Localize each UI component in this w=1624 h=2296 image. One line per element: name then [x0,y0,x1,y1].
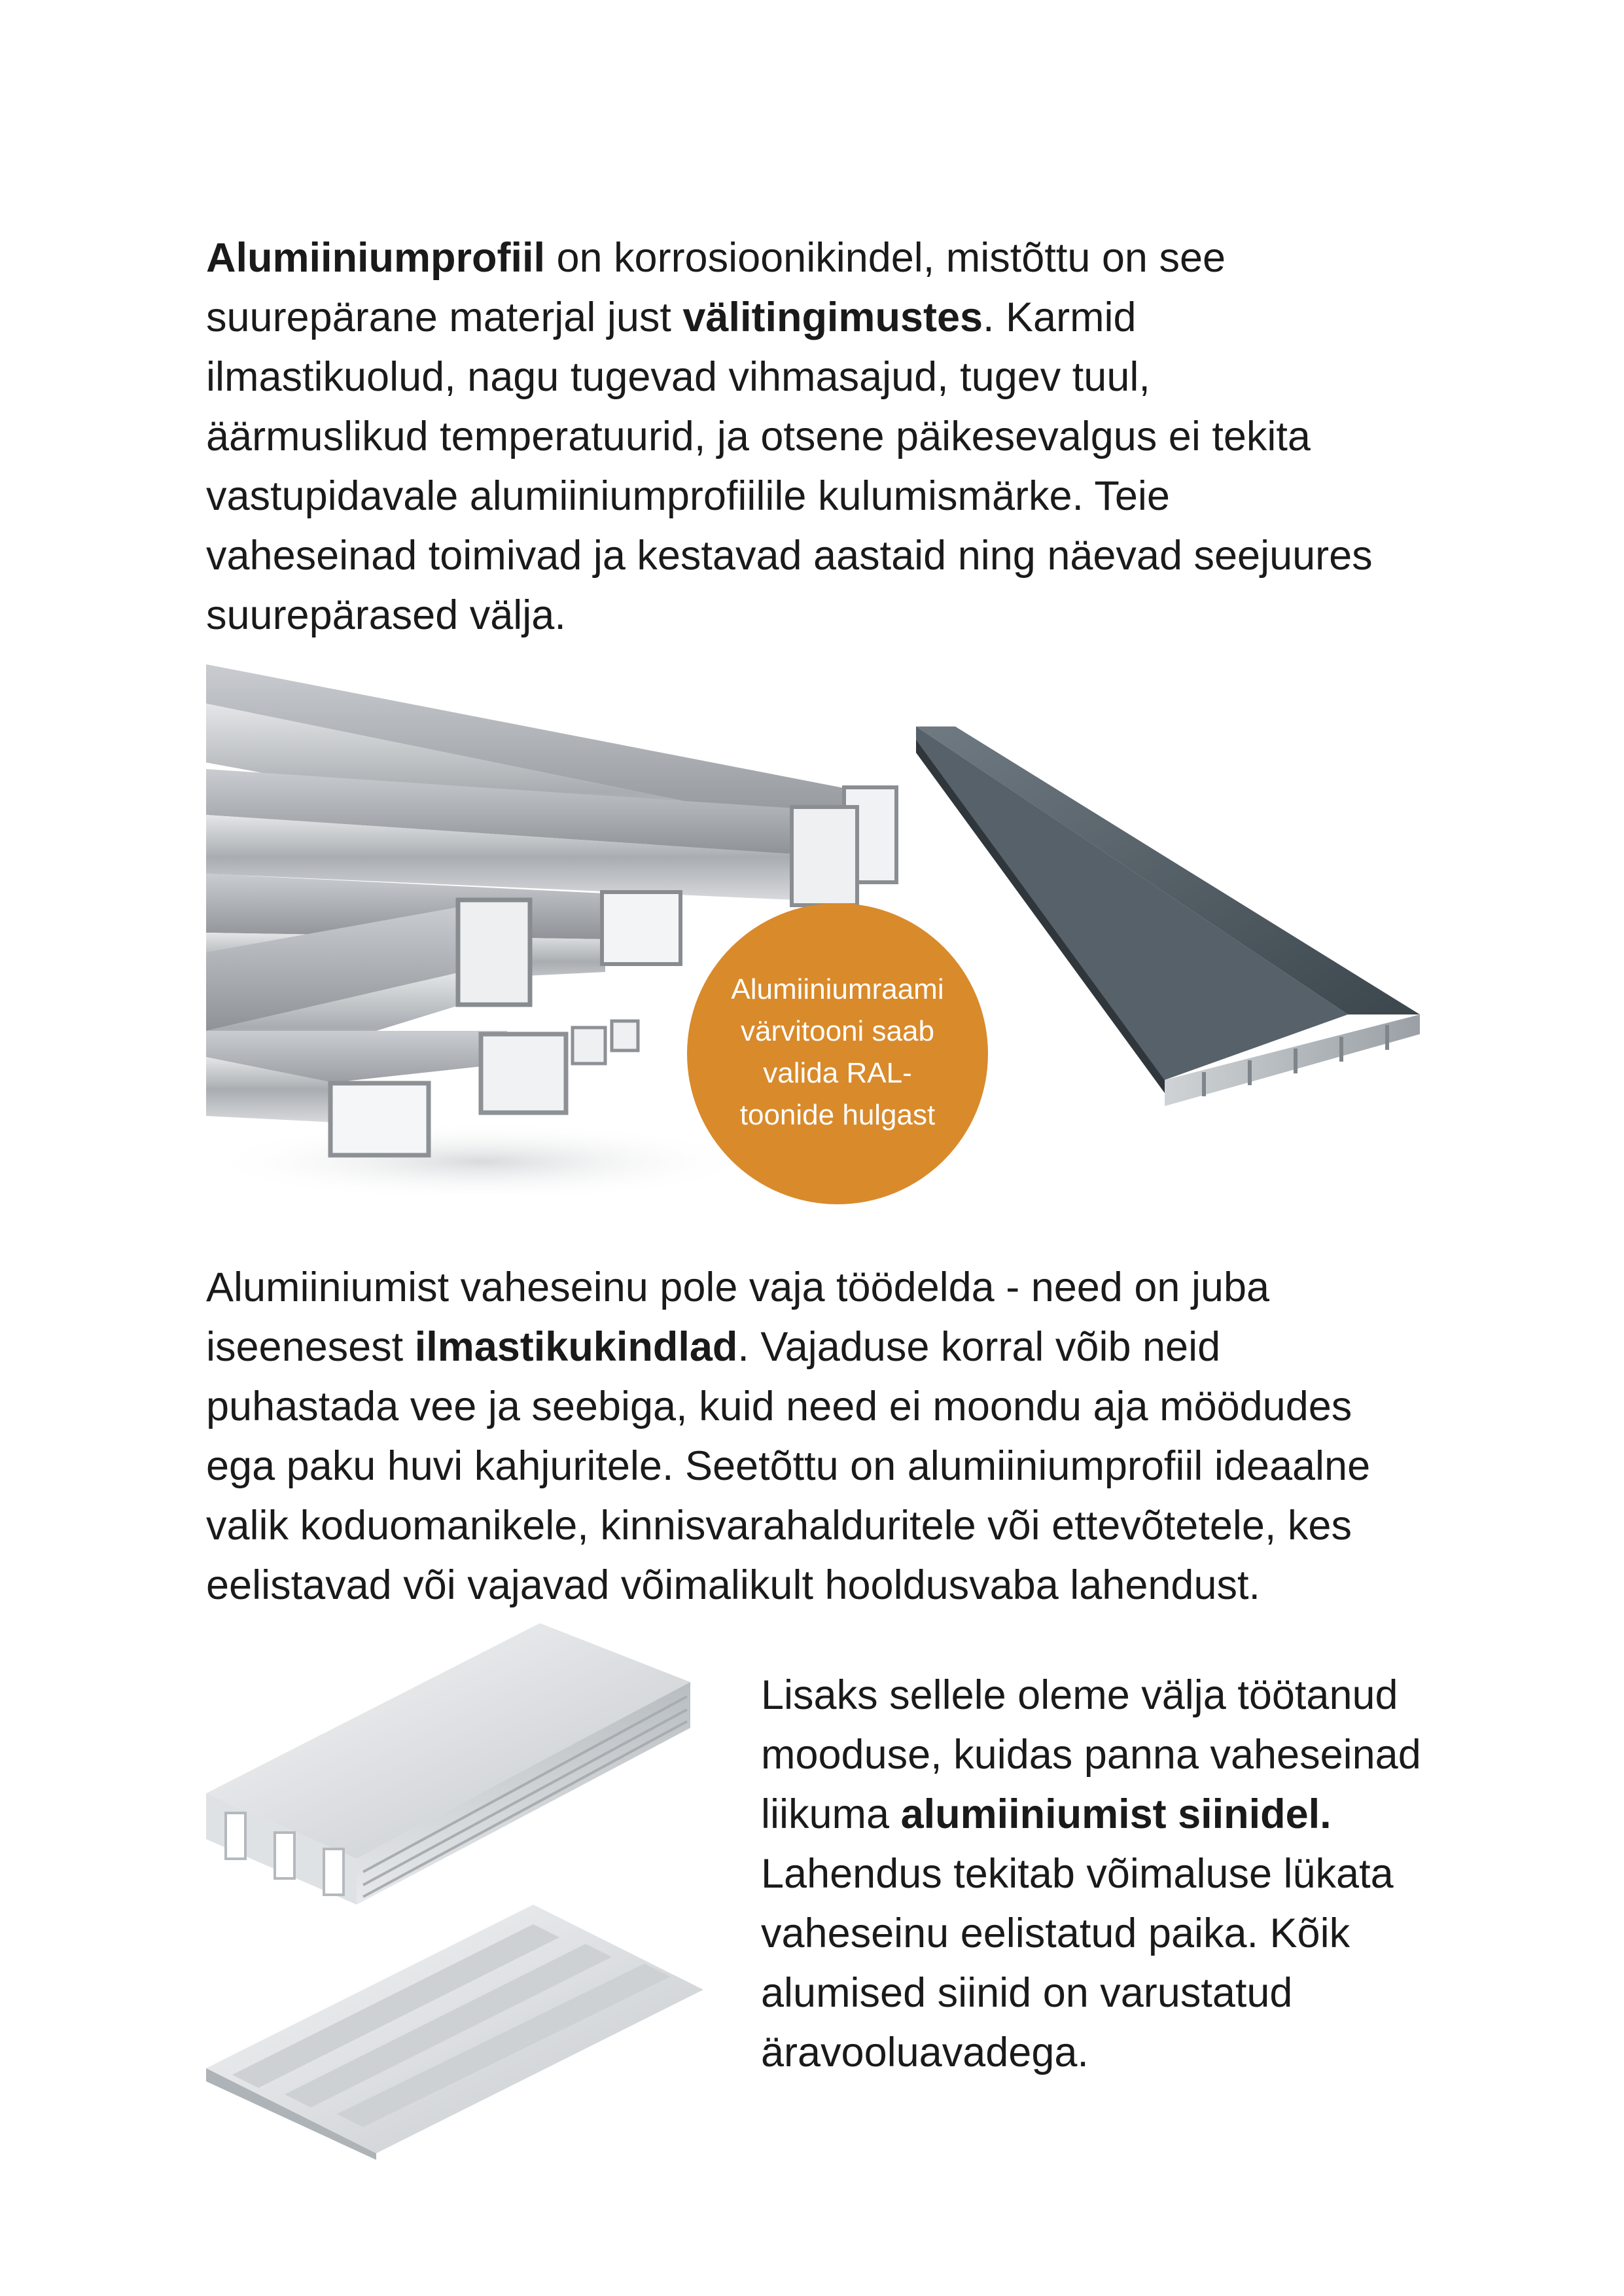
bold-term: ilmastikukindlad [414,1324,738,1370]
text-line: suurepärased välja. [206,592,566,638]
paragraph-rails [761,1666,1421,2083]
text-line: ilmastikuolud, nagu tugevad vihmasajud, tugev tuul, [206,354,1150,400]
bold-term: välitingimustes [682,295,983,340]
text-line: Lisaks sellele oleme välja töötanud [761,1672,1398,1718]
text-line: ega paku huvi kahjuritele. Seetõttu on alumiiniumprofiil ideaalne [206,1443,1371,1489]
text-line: Lahendus tekitab võimaluse lükata [761,1851,1394,1897]
paragraph-maintenance [206,1258,1370,1615]
text-line: vaheseinu eelistatud paika. Kõik [761,1910,1350,1956]
aluminium-panel-profile-image [916,726,1420,1132]
text-line: Alumiiniumist vaheseinu pole vaja töödelda - need on juba [206,1265,1270,1310]
paragraph-intro [206,228,1373,645]
text-line: puhastada vee ja seebiga, kuid need ei moondu aja möödudes [206,1384,1352,1429]
text-line: äärmuslikud temperatuurid, ja otsene päikesevalgus ei tekita [206,414,1311,459]
text-line: vastupidavale alumiiniumprofiilile kulumismärke. Teie [206,473,1170,519]
text-line: eelistavad või vajavad võimalikult hooldusvaba lahendust. [206,1562,1260,1608]
text-line: iseenesest ilmastikukindlad. Vajaduse korral võib neid [206,1324,1221,1370]
text-line: vaheseinad toimivad ja kestavad aastaid ning näevad seejuures [206,533,1373,579]
text-line: äravooluavadega. [761,2030,1089,2075]
text-line: suurepärane materjal just välitingimustes. Karmid [206,295,1137,340]
text-line: mooduse, kuidas panna vaheseinad [761,1732,1421,1778]
badge-text: Alumiiniumraami värvitooni saab valida RAL- toonide hulgast [731,973,944,1131]
ral-color-badge [687,903,988,1204]
bold-term: Alumiiniumprofiil [206,235,545,281]
text-line: liikuma alumiiniumist siinidel. [761,1791,1332,1837]
aluminium-rails-image [193,1623,743,2160]
text-line: Alumiiniumprofiil on korrosioonikindel, mistõttu on see [206,235,1226,281]
text-line: valik koduomanikele, kinnisvarahalduritele või ettevõtetele, kes [206,1503,1352,1549]
bold-term: alumiiniumist siinidel. [900,1791,1332,1837]
text-line: alumised siinid on varustatud [761,1970,1293,2016]
